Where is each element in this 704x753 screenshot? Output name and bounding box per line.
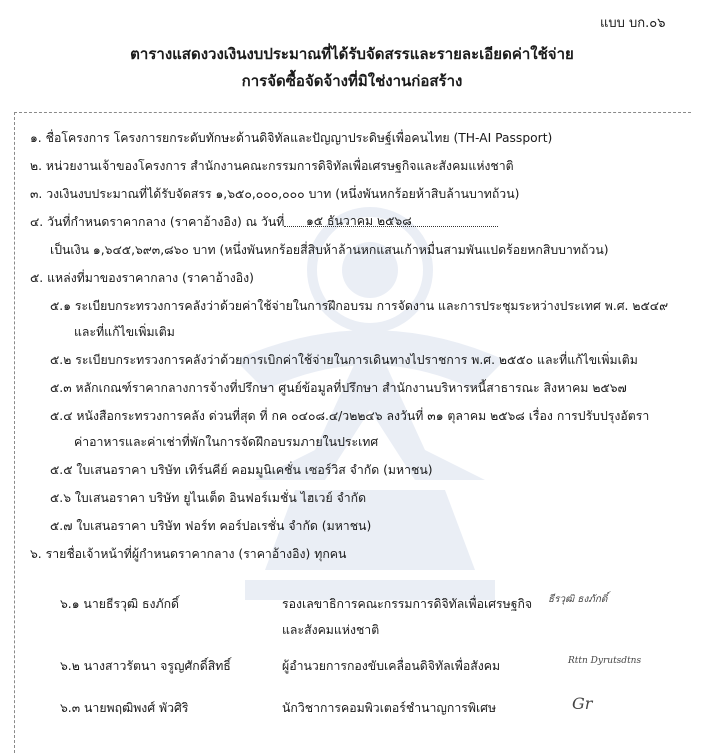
project-name: ๑. ชื่อโครงการ โครงการยกระดับทักษะด้านดิจิทัลและปัญญาประดิษฐ์เพื่อคนไทย (TH-AI Passport) bbox=[30, 131, 553, 145]
official-name: ๖.๒ นางสาวรัตนา จรูญศักดิ์สิทธิ์ bbox=[60, 659, 231, 673]
document-subtitle: การจัดซื้อจัดจ้างที่มิใช่งานก่อสร้าง bbox=[241, 72, 463, 90]
official-name: ๖.๓ นายพฤฒิพงศ์ พัวศิริ bbox=[60, 701, 189, 715]
official-position: ผู้อำนวยการกองขับเคลื่อนดิจิทัลเพื่อสังคม bbox=[282, 659, 501, 673]
official-position: รองเลขาธิการคณะกรรมการดิจิทัลเพื่อเศรษฐกิจ bbox=[282, 597, 533, 611]
project-owner: ๒. หน่วยงานเจ้าของโครงการ สำนักงานคณะกรรมการดิจิทัลเพื่อเศรษฐกิจและสังคมแห่งชาติ bbox=[30, 159, 514, 173]
reference-amount: เป็นเงิน ๑,๖๔๕,๖๙๓,๘๖๐ บาท (หนึ่งพันหกร้อยสี่สิบห้าล้านหกแสนเก้าหมื่นสามพันแปดร้อยหกสิบบาทถ้วน) bbox=[50, 243, 609, 257]
price-sources-heading: ๕. แหล่งที่มาของราคากลาง (ราคาอ้างอิง) bbox=[30, 271, 254, 285]
source-5-3: ๕.๓ หลักเกณฑ์ราคากลางการจ้างที่ปรึกษา ศูนย์ข้อมูลที่ปรึกษา สำนักงานบริหารหนี้สาธารณะ สิงหาคม ๒๕๖๗ bbox=[50, 381, 627, 395]
signature: Gr bbox=[572, 694, 593, 713]
officials-heading: ๖. รายชื่อเจ้าหน้าที่ผู้กำหนดราคากลาง (ราคาอ้างอิง) ทุกคน bbox=[30, 547, 347, 561]
official-name: ๖.๑ นายธีรวุฒิ ธงภักดิ์ bbox=[60, 597, 180, 611]
source-5-6: ๕.๖ ใบเสนอราคา บริษัท ยูไนเต็ด อินฟอร์เมชั่น ไฮเวย์ จำกัด bbox=[50, 491, 367, 505]
source-5-4-continued: ค่าอาหารและค่าเช่าที่พักในการจัดฝึกอบรมภายในประเทศ bbox=[74, 435, 379, 449]
source-5-1-continued: และที่แก้ไขเพิ่มเติม bbox=[74, 325, 175, 339]
source-5-4: ๕.๔ หนังสือกระทรวงการคลัง ด่วนที่สุด ที่ กค ๐๔๐๘.๔/ว๒๒๔๖ ลงวันที่ ๓๑ ตุลาคม ๒๕๖๘ เรื่อง การปรับปรุงอัตรา bbox=[50, 409, 650, 423]
source-5-2: ๕.๒ ระเบียบกระทรวงการคลังว่าด้วยการเบิกค่าใช้จ่ายในการเดินทางไปราชการ พ.ศ. ๒๕๕๐ และที่แก้ไขเพิ่มเติม bbox=[50, 353, 638, 367]
document-title: ตารางแสดงวงเงินงบประมาณที่ได้รับจัดสรรและรายละเอียดค่าใช้จ่าย bbox=[130, 45, 574, 63]
reference-date-label: ๔. วันที่กำหนดราคากลาง (ราคาอ้างอิง) ณ วันที่ bbox=[30, 215, 285, 229]
official-position: นักวิชาการคอมพิวเตอร์ชำนาญการพิเศษ bbox=[282, 701, 497, 715]
reference-date: ๑๕ ธันวาคม ๒๕๖๘ bbox=[306, 214, 412, 228]
source-5-1: ๕.๑ ระเบียบกระทรวงการคลังว่าด้วยค่าใช้จ่ายในการฝึกอบรม การจัดงาน และการประชุมระหว่างประเทศ พ.ศ. ๒๕๔๙ bbox=[50, 299, 669, 313]
source-5-5: ๕.๕ ใบเสนอราคา บริษัท เทิร์นคีย์ คอมมูนิเคชั่น เซอร์วิส จำกัด (มหาชน) bbox=[50, 463, 433, 477]
official-position-continued: และสังคมแห่งชาติ bbox=[282, 623, 380, 637]
signature: ธีรวุฒิ ธงภักดิ์ bbox=[548, 594, 608, 605]
source-5-7: ๕.๗ ใบเสนอราคา บริษัท ฟอร์ท คอร์ปอเรชั่น จำกัด (มหาชน) bbox=[50, 519, 372, 533]
allocated-budget: ๓. วงเงินงบประมาณที่ได้รับจัดสรร ๑,๖๕๐,๐๐๐,๐๐๐ บาท (หนึ่งพันหกร้อยห้าสิบล้านบาทถ้วน) bbox=[30, 187, 520, 201]
form-code: แบบ บก.๐๖ bbox=[600, 16, 666, 31]
signature: Rttn Dyrutsdtns bbox=[568, 656, 642, 666]
